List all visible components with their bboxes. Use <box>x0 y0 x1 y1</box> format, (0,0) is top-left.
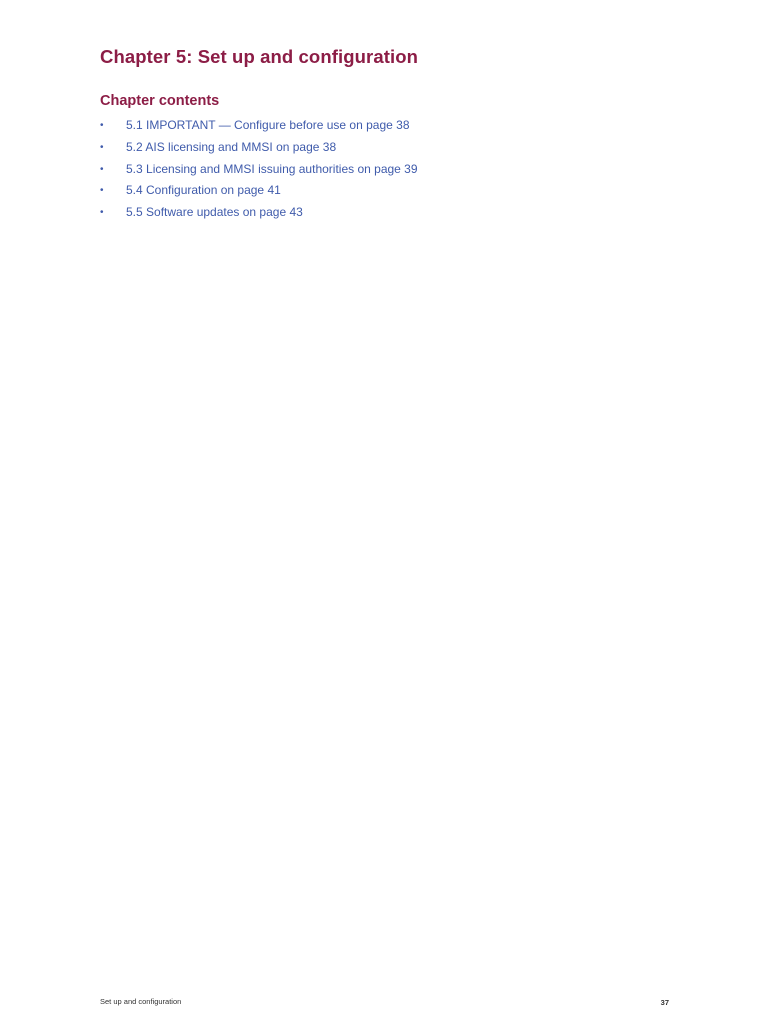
chapter-contents-heading: Chapter contents <box>100 93 220 109</box>
toc-link-5-5[interactable]: 5.5 Software updates on page 43 <box>126 205 303 220</box>
bullet-icon: • <box>100 141 104 153</box>
toc-link-5-3[interactable]: 5.3 Licensing and MMSI issuing authorities on page 39 <box>126 161 418 176</box>
toc-link-5-2[interactable]: 5.2 AIS licensing and MMSI on page 38 <box>126 139 337 154</box>
footer-page-number: 37 <box>660 998 669 1007</box>
bullet-icon: • <box>100 185 104 197</box>
chapter-title: Chapter 5: Set up and configuration <box>100 46 419 67</box>
bullet-icon: • <box>100 120 104 131</box>
toc-link-5-1[interactable]: 5.1 IMPORTANT — Configure before use on page 38 <box>126 118 410 132</box>
toc-link-5-4[interactable]: 5.4 Configuration on page 41 <box>126 183 281 198</box>
bullet-icon: • <box>100 207 104 219</box>
bullet-icon: • <box>100 163 104 175</box>
footer-section-title: Set up and configuration <box>100 997 182 1006</box>
